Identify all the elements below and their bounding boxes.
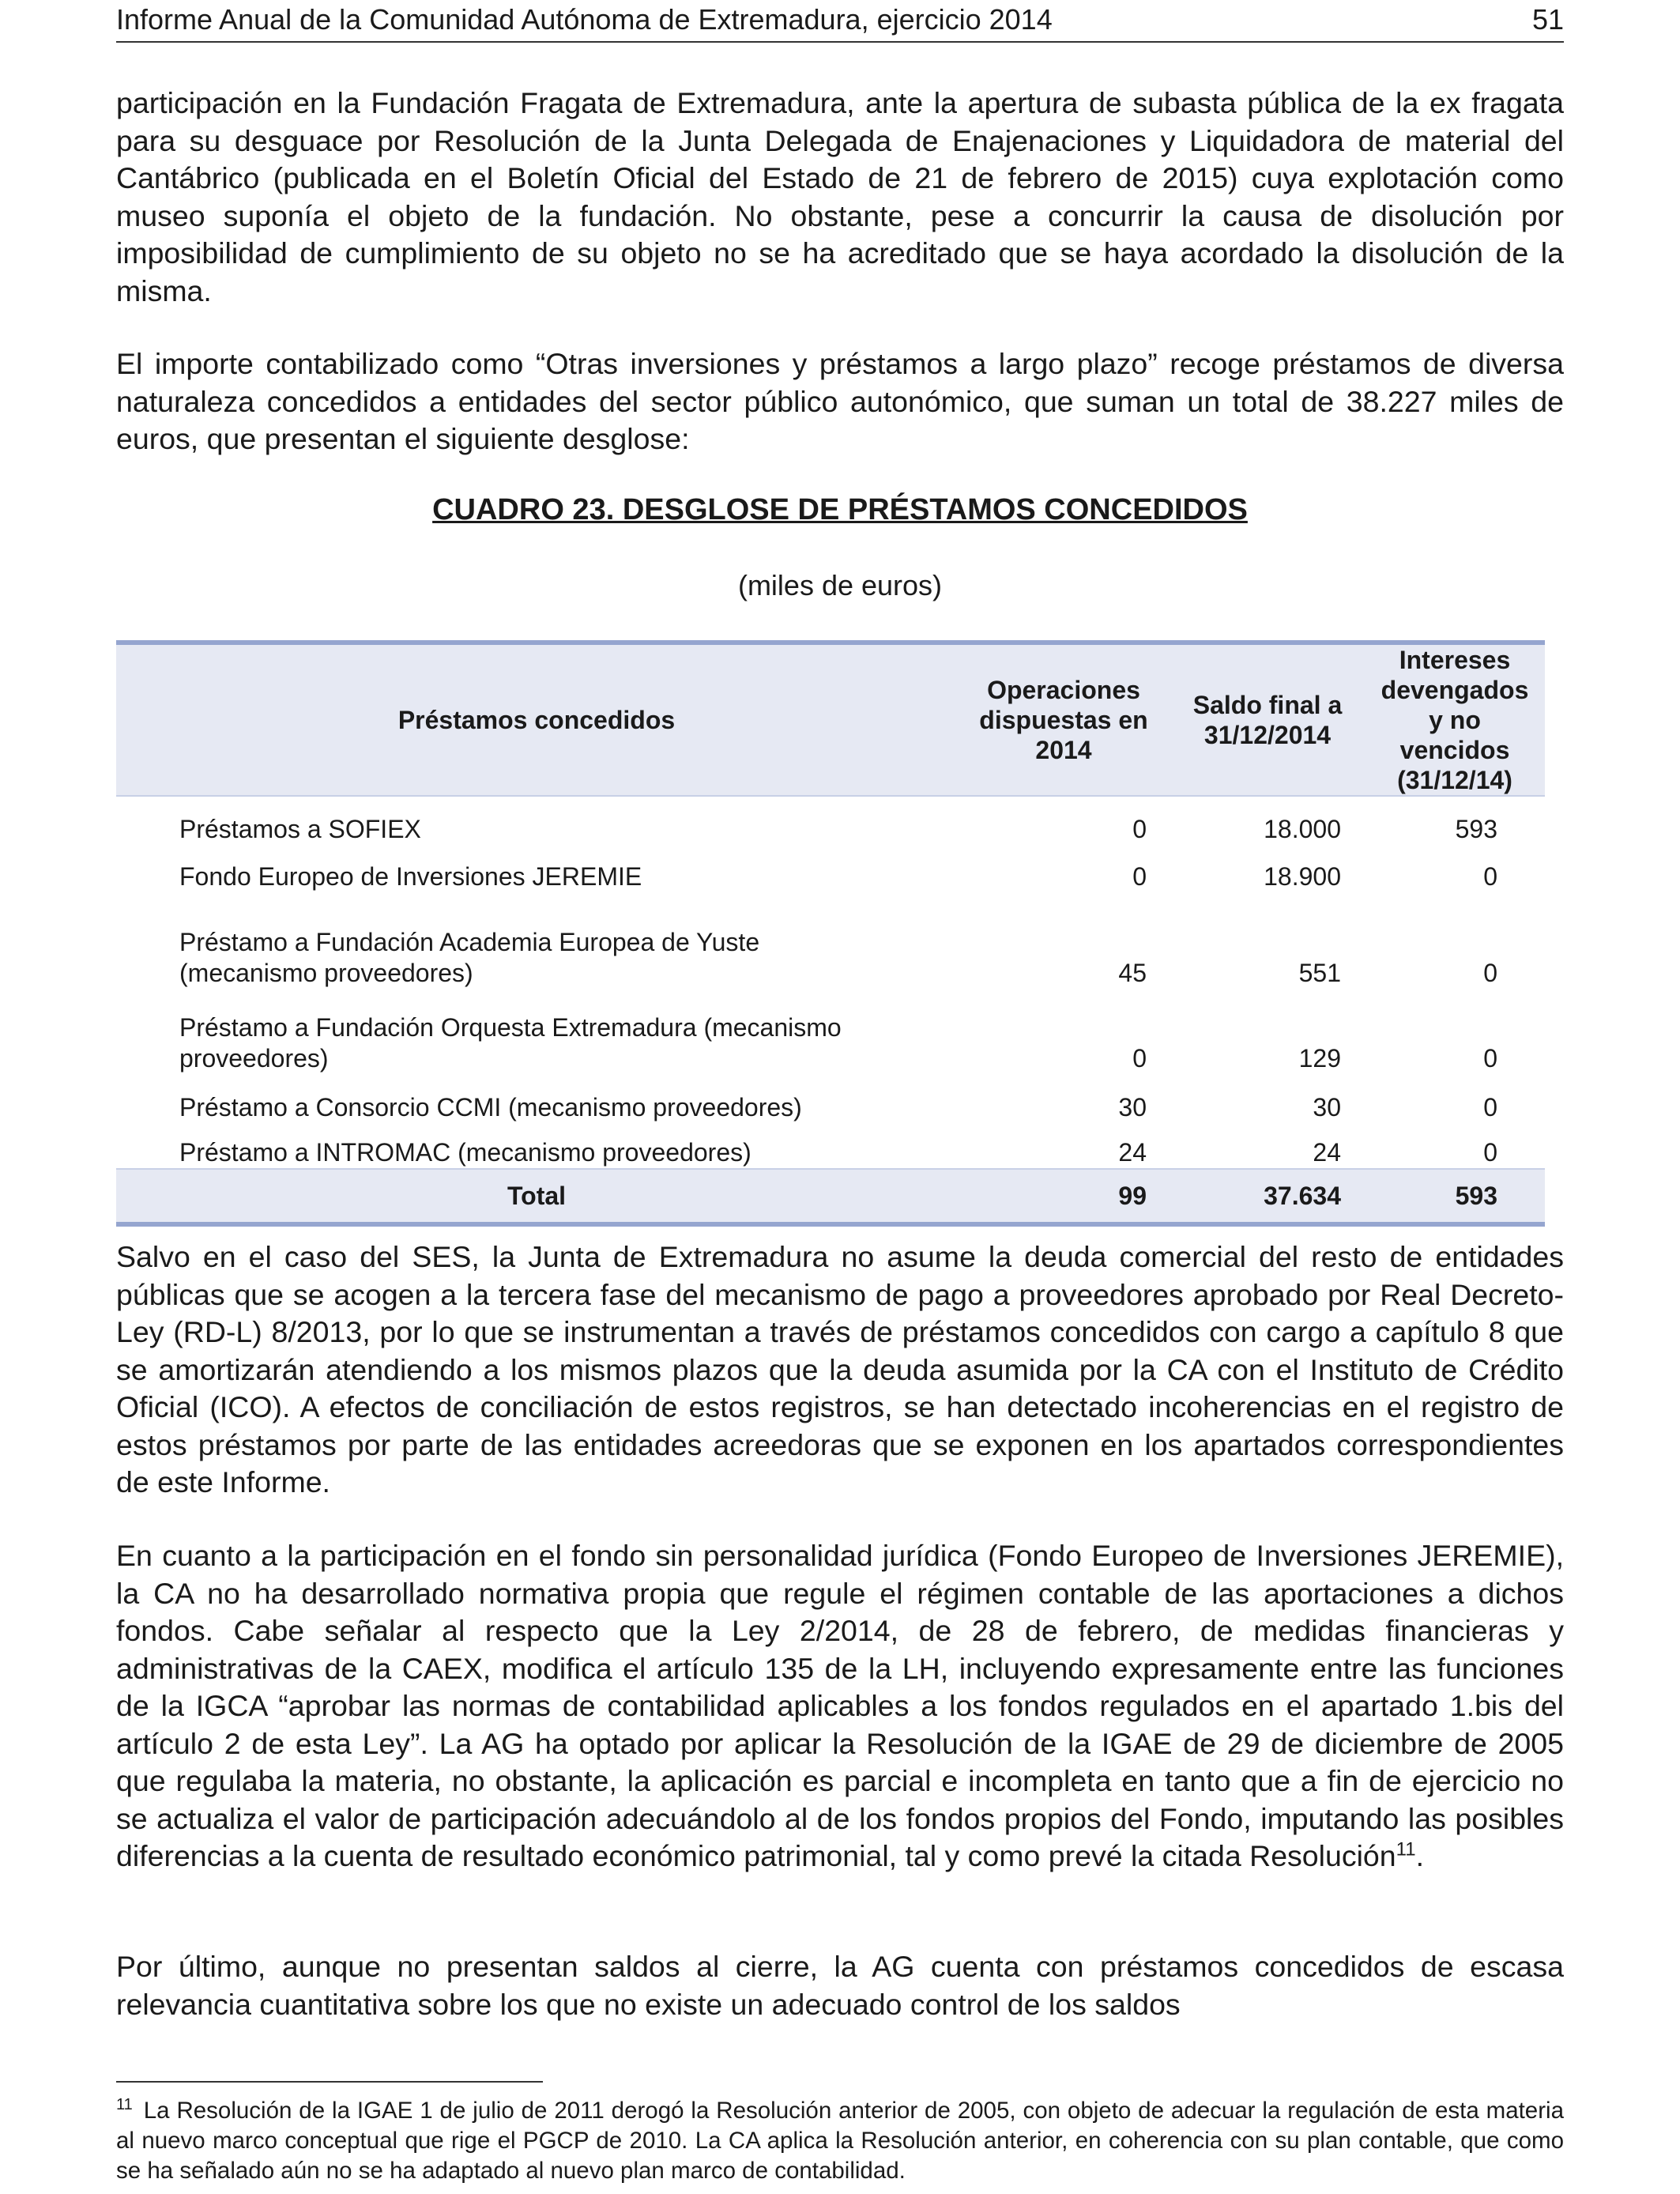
header-title: Informe Anual de la Comunidad Autónoma de Extremadura, ejercicio 2014 [116,3,1053,36]
row-saldo: 129 [1298,1044,1341,1072]
row-intereses: 0 [1483,1138,1497,1167]
row-name: Préstamo a Fundación Academia Europea de Yuste (mecanismo proveedores) [179,928,760,987]
total-label: Total [116,1169,957,1224]
paragraph-jeremie-end: . [1415,1839,1424,1872]
paragraph-mecanismo-proveedores: Salvo en el caso del SES, la Junta de Extremadura no asume la deuda comercial del resto de entidades públicas que se acogen a la tercera fase del mecanismo de pago a proveedores aprobado por Real Decreto-Ley (RD-L) 8/2013, por lo que se instrumentan a través de préstamos concedidos con cargo a capítulo 8 que se amortizarán atendiendo a los mismos plazos que la deuda asumida por la CA con el Instituto de Crédito Oficial (ICO). A efectos de conciliación de estos registros, se han detectado incoherencias en el registro de estos préstamos por parte de las entidades acreedoras que se exponen en los apartados correspondientes de este Informe. [116,1240,1564,1498]
table-units: (miles de euros) [737,569,943,601]
row-name: Préstamo a Consorcio CCMI (mecanismo proveedores) [179,1093,802,1122]
row-ops: 0 [1132,815,1147,843]
row-intereses: 0 [1483,862,1497,891]
total-ops: 99 [957,1169,1170,1224]
row-name: Préstamos a SOFIEX [179,815,421,843]
row-intereses: 0 [1483,1093,1497,1122]
row-intereses: 593 [1455,815,1497,843]
table-caption: CUADRO 23. DESGLOSE DE PRÉSTAMOS CONCEDIDOS [432,493,1248,526]
table-row [116,845,1545,892]
paragraph-jeremie [116,1537,1564,1875]
loans-table [116,640,1545,1227]
row-name: Préstamo a INTROMAC (mecanismo proveedores) [179,1138,751,1167]
paragraph-ultimo: Por último, aunque no presentan saldos al cierre, la AG cuenta con préstamos concedidos de escasa relevancia cuantitativa sobre los que no existe un adecuado control de los saldos [116,1950,1564,2021]
row-saldo: 18.900 [1264,862,1341,891]
total-intereses: 593 [1365,1169,1545,1224]
table-row [116,989,1545,1074]
row-ops: 0 [1132,1044,1147,1072]
row-saldo: 24 [1313,1138,1341,1167]
row-intereses: 0 [1483,959,1497,987]
footnote [116,2096,1564,2186]
row-saldo: 551 [1298,959,1341,987]
table-header-row [116,643,1545,796]
table-row [116,796,1545,845]
header-saldo: Saldo final a 31/12/2014 [1170,643,1365,796]
header-operaciones: Operaciones dispuestas en 2014 [957,643,1170,796]
paragraph-jeremie-text: En cuanto a la participación en el fondo sin personalidad jurídica (Fondo Europeo de Inversiones JEREMIE), la CA no ha desarrollado normativa propia que regule el régimen contable de las aportaciones a dichos fondos. Cabe señalar al respecto que la Ley 2/2014, de 28 de febrero, de medidas financieras y administrativas de la CAEX, modifica el artículo 135 de la LH, incluyendo expresamente entre las funciones de la IGCA “aprobar las normas de contabilidad aplicables a los fondos regulados en el apartado 1.bis del artículo 2 de esta Ley”. La AG ha optado por aplicar la Resolución de la IGAE de 29 de diciembre de 2005 que regulaba la materia, no obstante, la aplicación es parcial e incompleta en tanto que a fin de ejercicio no se actualiza el valor de participación adecuándolo al de los fondos propios del Fondo, imputando las posibles diferencias a la cuenta de resultado económico patrimonial, tal y como prevé la citada Resolución [116,1539,1564,1872]
table-row [116,1074,1545,1123]
footnote-text: La Resolución de la IGAE 1 de julio de 2011 derogó la Resolución anterior de 2005, con objeto de adecuar la regulación de esta materia al nuevo marco conceptual que rige el PGCP de 2010. La CA aplica la Resolución anterior, en coherencia con su plan contable, que como se ha señalado aún no se ha adaptado al nuevo plan marco de contabilidad. [116,2098,1564,2184]
row-saldo: 18.000 [1264,815,1341,843]
table-total-row [116,1169,1545,1224]
row-name: Fondo Europeo de Inversiones JEREMIE [179,862,642,891]
page-number: 51 [1531,3,1564,36]
row-ops: 30 [1118,1093,1147,1122]
table-row [116,1123,1545,1169]
row-intereses: 0 [1483,1044,1497,1072]
total-saldo: 37.634 [1170,1169,1365,1224]
row-ops: 0 [1132,862,1147,891]
table-row [116,892,1545,989]
paragraph-fragata: participación en la Fundación Fragata de Extremadura, ante la apertura de subasta pública de la ex fragata para su desguace por Resolución de la Junta Delegada de Enajenaciones y Liquidadora de material del Cantábrico (publicada en el Boletín Oficial del Estado de 21 de febrero de 2015) cuya explotación como museo suponía el objeto de la fundación. No obstante, pese a concurrir la causa de disolución por imposibilidad de cumplimiento de su objeto no se ha acreditado que se haya acordado la disolución de la misma. [116,86,1564,307]
row-ops: 24 [1118,1138,1147,1167]
header-intereses: Intereses devengados y no vencidos (31/12/14) [1365,643,1545,796]
row-ops: 45 [1118,959,1147,987]
header-concept: Préstamos concedidos [116,643,957,796]
row-name: Préstamo a Fundación Orquesta Extremadura (mecanismo proveedores) [179,1013,842,1072]
footnote-reference: 11 [1396,1838,1416,1860]
footnote-number: 11 [116,2096,133,2114]
paragraph-otras-inversiones: El importe contabilizado como “Otras inversiones y préstamos a largo plazo” recoge préstamos de diversa naturaleza concedidos a entidades del sector público autonómico, que suman un total de 38.227 miles de euros, que presentan el siguiente desglose: [116,347,1564,455]
running-header [116,2,1564,43]
footnote-divider [116,2081,543,2083]
row-saldo: 30 [1313,1093,1341,1122]
